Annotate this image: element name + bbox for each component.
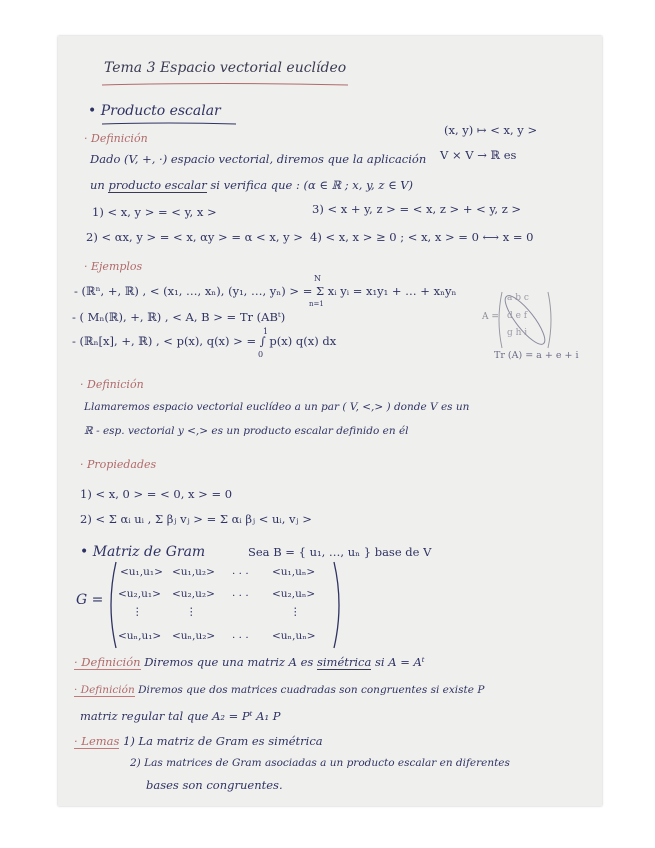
gram-entry: <u₂,uₙ> [272, 588, 316, 600]
text-fragment: Diremos que una matriz A es [144, 655, 314, 669]
examples-label: · Ejemplos [84, 260, 143, 273]
gram-entry: <uₙ,u₁> [118, 630, 162, 642]
properties-label: · Propiedades [80, 458, 157, 471]
gram-vdots: ⋮ [186, 606, 197, 618]
underlined-term: simétrica [316, 655, 372, 669]
gram-intro: Sea B = { u₁, …, uₙ } base de V [248, 545, 432, 559]
lemma-2-continued: bases son congruentes. [146, 778, 283, 792]
text-fragment: Diremos que dos matrices cuadradas son congruentes si existe P [138, 684, 485, 696]
definition-line: ℝ - esp. vectorial y <,> es un producto escalar definido en él [84, 425, 409, 437]
lemmas-label: · Lemas [74, 734, 120, 748]
gram-entry: <u₂,u₂> [172, 588, 215, 600]
gram-vdots: ⋮ [290, 606, 301, 618]
definition-label: · Definición [74, 684, 135, 696]
property-2: 2) < αx, y > = < x, αy > = α < x, y > [86, 230, 303, 244]
map-notation: (x, y) ↦ < x, y > [444, 123, 538, 137]
lemma-2: 2) Las matrices de Gram asociadas a un producto escalar en diferentes [130, 757, 510, 769]
gram-entry: <u₁,uₙ> [272, 566, 316, 578]
text-fragment: si A = Aᵗ [375, 655, 425, 669]
gram-entry: <u₂,u₁> [118, 588, 161, 600]
section-heading-gram: • Matriz de Gram [80, 544, 206, 560]
property-2: 2) < Σ αᵢ uᵢ , Σ βⱼ vⱼ > = Σ αᵢ βⱼ < uᵢ, vⱼ > [80, 512, 312, 526]
lemma-1: 1) La matriz de Gram es simétrica [123, 734, 323, 748]
definition-line: Dado (V, +, ·) espacio vectorial, diremos que la aplicación [90, 152, 427, 166]
section-underline [100, 122, 240, 126]
definition-line: matriz regular tal que A₂ = Pᵗ A₁ P [80, 709, 281, 723]
gram-entry: <uₙ,uₙ> [272, 630, 316, 642]
gram-entry: <u₁,u₂> [172, 566, 215, 578]
property-4: 4) < x, x > ≥ 0 ; < x, x > = 0 ⟷ x = 0 [310, 230, 534, 244]
gram-matrix-label: G = [76, 592, 104, 608]
definition-line: Llamaremos espacio vectorial euclídeo a un par ( V, <,> ) donde V es un [84, 401, 470, 413]
definition-line [90, 178, 413, 192]
vxv-map: V × V → ℝ es [440, 148, 517, 162]
integral-lower-limit: 0 [258, 350, 264, 359]
side-matrix-row: d e f [507, 311, 528, 321]
gram-entry: <uₙ,u₂> [172, 630, 216, 642]
definition-line [74, 684, 484, 696]
title-underline [100, 82, 350, 88]
gram-entry: · · · [232, 590, 249, 602]
example-rn: - (ℝⁿ, +, ℝ) , < (x₁, …, xₙ), (y₁, …, yₙ) > = Σ xᵢ yᵢ = x₁y₁ + … + xₙyₙ [74, 284, 457, 298]
underlined-term: producto escalar [108, 178, 207, 192]
gram-entry: · · · [232, 632, 249, 644]
definition-label: · Definición [80, 378, 144, 391]
lemmas-line [74, 734, 323, 748]
integral-upper-limit: 1 [263, 327, 269, 336]
example-polynomials: - (ℝₙ[x], +, ℝ) , < p(x), q(x) > = ∫ p(x) q(x) dx [72, 334, 337, 348]
sum-upper-limit: N [314, 274, 321, 283]
property-3: 3) < x + y, z > = < x, z > + < y, z > [312, 202, 522, 216]
gram-entry: <u₁,u₁> [120, 566, 163, 578]
section-heading-producto-escalar: • Producto escalar [88, 103, 221, 119]
property-1: 1) < x, y > = < y, x > [92, 205, 217, 219]
side-matrix-row: g h i [507, 328, 528, 338]
text-fragment: un [90, 178, 105, 192]
sum-lower-limit: n=1 [309, 300, 324, 308]
property-1: 1) < x, 0 > = < 0, x > = 0 [80, 487, 233, 501]
gram-vdots: ⋮ [132, 606, 143, 618]
gram-matrix [118, 566, 338, 646]
trace-formula: Tr (A) = a + e + i [494, 350, 579, 361]
definition-label: · Definición [84, 132, 148, 145]
side-matrix-row: a b c [507, 293, 529, 303]
gram-entry: · · · [232, 568, 249, 580]
definition-label: · Definición [74, 655, 141, 669]
example-matrices: - ( Mₙ(ℝ), +, ℝ) , < A, B > = Tr (ABᵗ) [72, 310, 286, 324]
definition-line [74, 655, 425, 669]
side-matrix-label: A = [482, 312, 499, 322]
page-title: Tema 3 Espacio vectorial euclídeo [104, 60, 347, 76]
text-fragment: si verifica que : (α ∈ ℝ ; x, y, z ∈ V) [210, 178, 414, 192]
